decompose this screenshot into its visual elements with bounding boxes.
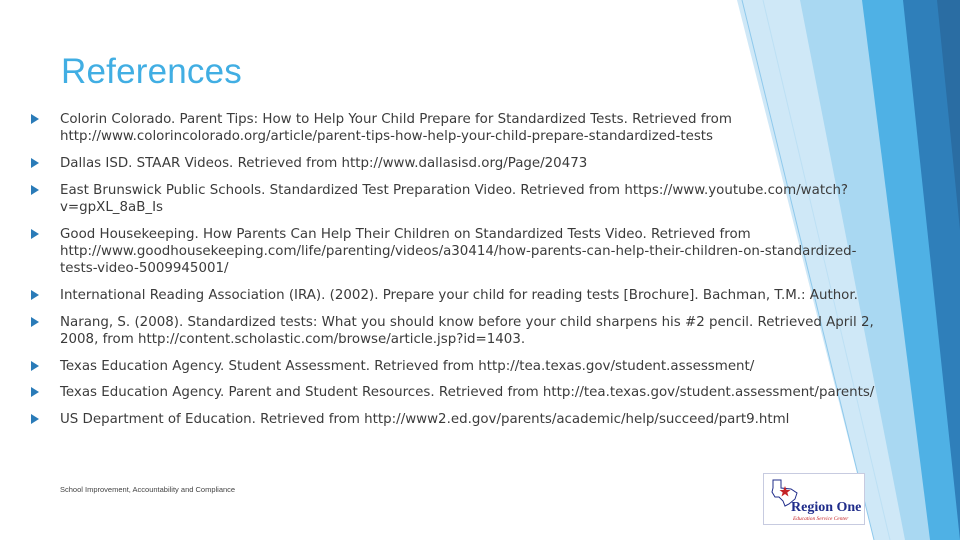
logo-subtitle: Education Service Center <box>793 516 849 522</box>
reference-item <box>30 314 875 349</box>
reference-item <box>30 155 875 172</box>
bullet-arrow-icon <box>30 185 40 195</box>
reference-text: East Brunswick Public Schools. Standardized Test Preparation Video. Retrieved from https://www.youtube.com/watch?v=gpXL_8aB_Is <box>60 182 849 215</box>
reference-text: Dallas ISD. STAAR Videos. Retrieved from http://www.dallasisd.org/Page/20473 <box>60 155 588 171</box>
bullet-arrow-icon <box>30 317 40 327</box>
bullet-arrow-icon <box>30 414 40 424</box>
reference-item <box>30 411 875 428</box>
reference-item <box>30 111 875 146</box>
reference-text: Texas Education Agency. Parent and Student Resources. Retrieved from http://tea.texas.gov/student.assessment/parents/ <box>60 385 875 401</box>
bullet-arrow-icon <box>30 114 40 124</box>
footer-text: School Improvement, Accountability and Compliance <box>60 485 236 494</box>
slide-title: References <box>61 52 242 91</box>
region-one-logo <box>763 473 865 525</box>
bullet-arrow-icon <box>30 229 40 239</box>
bullet-arrow-icon <box>30 387 40 397</box>
reference-item <box>30 287 875 304</box>
reference-text: Good Housekeeping. How Parents Can Help Their Children on Standardized Tests Video. Retrieved from http://www.goodhousekeeping.com/life/parenting/videos/a30414/how-parents-can-help-their-children-on-standardized-tests-video-5009945001/ <box>60 226 857 277</box>
reference-item <box>30 182 875 217</box>
reference-text: US Department of Education. Retrieved from http://www2.ed.gov/parents/academic/help/succeed/part9.html <box>60 411 790 427</box>
bullet-arrow-icon <box>30 361 40 371</box>
bullet-arrow-icon <box>30 290 40 300</box>
reference-item <box>30 358 875 375</box>
logo-name: Region One <box>791 500 862 515</box>
references-list <box>30 111 875 438</box>
reference-text: Texas Education Agency. Student Assessment. Retrieved from http://tea.texas.gov/student.assessment/ <box>60 358 755 374</box>
reference-text: International Reading Association (IRA). (2002). Prepare your child for reading tests [Brochure]. Bachman, T.M.: Author. <box>60 287 858 303</box>
reference-text: Colorin Colorado. Parent Tips: How to Help Your Child Prepare for Standardized Tests. Retrieved from http://www.colorincolorado.org/article/parent-tips-how-help-your-child-prepare-standardized-tests <box>60 112 732 145</box>
reference-text: Narang, S. (2008). Standardized tests: What you should know before your child sharpens his #2 pencil. Retrieved April 2, 2008, from http://content.scholastic.com/browse/article.jsp?id=1403. <box>60 314 874 347</box>
bullet-arrow-icon <box>30 158 40 168</box>
reference-item <box>30 226 875 278</box>
reference-item <box>30 384 875 401</box>
